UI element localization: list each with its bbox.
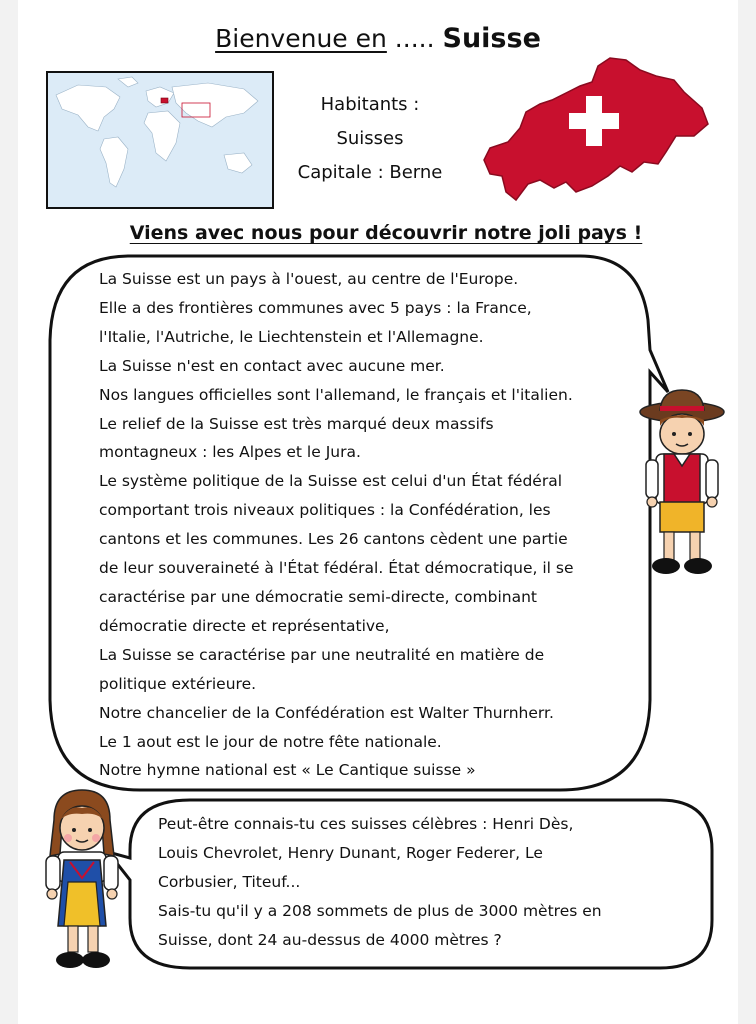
main-line: Notre hymne national est « Le Cantique suisse » <box>99 761 476 780</box>
main-line: cantons et les communes. Les 26 cantons cèdent une partie <box>99 530 568 549</box>
main-line: Le système politique de la Suisse est celui d'un État fédéral <box>99 472 563 491</box>
page-title <box>0 22 756 56</box>
title-lead: Bienvenue en <box>215 24 387 53</box>
capital-line: Capitale : Berne <box>297 162 443 183</box>
world-map-icon <box>46 71 274 209</box>
info-block <box>280 88 460 190</box>
main-line: Elle a des frontières communes avec 5 pays : la France, <box>99 298 532 317</box>
inhabitants-value: Suisses <box>336 128 404 149</box>
main-line: La Suisse se caractérise par une neutralité en matière de <box>99 645 545 664</box>
subtitle: Viens avec nous pour découvrir notre joli pays ! <box>129 222 643 244</box>
second-line: Louis Chevrolet, Henry Dunant, Roger Federer, Le <box>158 844 543 862</box>
inhabitants-label: Habitants : <box>320 94 420 115</box>
title-dots: ..... <box>386 24 443 53</box>
boy-illustration <box>636 386 728 582</box>
main-line: Nos langues officielles sont l'allemand, le français et l'italien. <box>99 385 573 404</box>
second-line: Corbusier, Titeuf... <box>158 873 301 891</box>
second-line: Sais-tu qu'il y a 208 sommets de plus de 3000 mètres en <box>158 902 602 920</box>
main-line: Le relief de la Suisse est très marqué deux massifs <box>99 414 494 433</box>
main-line: La Suisse n'est en contact avec aucune mer. <box>99 356 445 375</box>
swiss-flag-map-icon <box>480 52 712 204</box>
main-line: montagneux : les Alpes et le Jura. <box>99 443 361 462</box>
main-line: Le 1 aout est le jour de notre fête nationale. <box>99 732 442 751</box>
main-line: La Suisse est un pays à l'ouest, au centre de l'Europe. <box>99 270 519 288</box>
second-line: Peut-être connais-tu ces suisses célèbres : Henri Dès, <box>158 815 574 833</box>
main-line: comportant trois niveaux politiques : la Confédération, les <box>99 501 551 520</box>
main-line: l'Italie, l'Autriche, le Liechtenstein et l'Allemagne. <box>99 327 484 346</box>
title-country: Suisse <box>442 23 541 54</box>
main-line: démocratie directe et représentative, <box>99 616 390 635</box>
second-line: Suisse, dont 24 au-dessus de 4000 mètres ? <box>158 931 502 949</box>
main-line: de leur souveraineté à l'État fédéral. État démocratique, il se <box>99 559 574 578</box>
main-line: Notre chancelier de la Confédération est Walter Thurnherr. <box>99 703 554 722</box>
main-text <box>99 265 644 785</box>
main-line: caractérise par une démocratie semi-directe, combinant <box>99 587 537 606</box>
second-text <box>158 810 708 955</box>
main-line: politique extérieure. <box>99 674 257 693</box>
girl-illustration <box>34 786 130 982</box>
